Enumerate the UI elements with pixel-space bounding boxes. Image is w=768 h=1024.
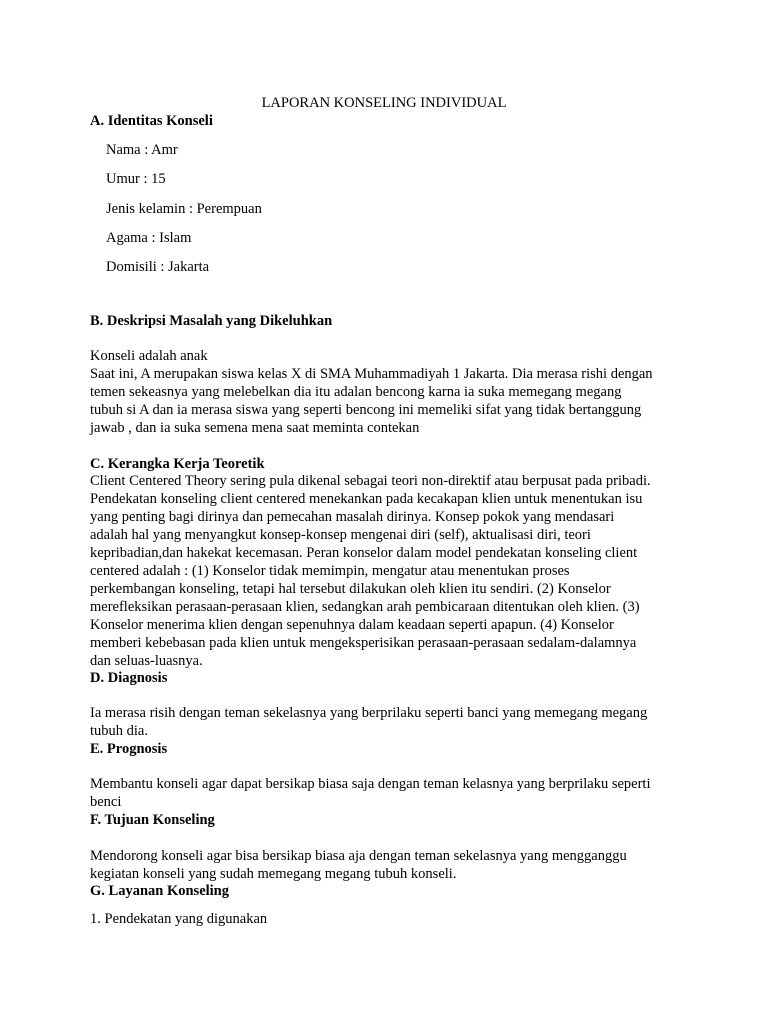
field-domisili: Domisili : Jakarta (106, 259, 210, 275)
section-c-paragraph (90, 472, 690, 670)
paragraph-line: merefleksikan perasaan-perasaan klien, sedangkan arah pembicaraan ditentukan oleh klien. (3) (90, 599, 640, 615)
paragraph-line: dan seluas-luasnya. (90, 653, 203, 669)
section-a-heading: A. Identitas Konseli (90, 113, 213, 129)
paragraph-line: Client Centered Theory sering pula dikenal sebagai teori non-direktif atau berpusat pada pribadi. (90, 473, 651, 489)
paragraph-line: jawab , dan ia suka semena mena saat meminta contekan (90, 420, 420, 436)
field-jenis-kelamin: Jenis kelamin : Perempuan (106, 201, 262, 217)
paragraph-line: Konselor menerima klien dengan sepenuhnya dalam keadaan seperti apapun. (4) Konselor (90, 617, 614, 633)
paragraph-line: Konseli adalah anak (90, 348, 208, 364)
paragraph-line: Mendorong konseli agar bisa bersikap biasa aja dengan teman sekelasnya yang mengganggu (90, 848, 627, 864)
paragraph-line: perkembangan konseling, tetapi hal tersebut dilakukan oleh klien itu sendiri. (2) Konselor (90, 581, 611, 597)
paragraph-line: Membantu konseli agar dapat bersikap biasa saja dengan teman kelasnya yang berprilaku seperti (90, 776, 651, 792)
section-g-heading: G. Layanan Konseling (90, 883, 229, 899)
field-nama: Nama : Amr (106, 142, 178, 158)
section-f-heading: F. Tujuan Konseling (90, 812, 215, 828)
paragraph-line: temen sekeasnya yang melebelkan dia itu adalan bencong karna ia suka memegang megang (90, 384, 622, 400)
paragraph-line: kegiatan konseli yang sudah memegang megang tubuh konseli. (90, 866, 457, 882)
section-d-heading: D. Diagnosis (90, 670, 168, 686)
field-umur: Umur : 15 (106, 171, 166, 187)
section-g-paragraph (90, 910, 690, 928)
section-b-paragraph (90, 347, 690, 437)
paragraph-line: benci (90, 794, 122, 810)
paragraph-line: Pendekatan konseling client centered menekankan pada kecakapan klien untuk menentukan isu (90, 491, 643, 507)
paragraph-line: kepribadian,dan hakekat kecemasan. Peran konselor dalam model pendekatan konseling client (90, 545, 638, 561)
paragraph-line: tubuh dia. (90, 723, 148, 739)
paragraph-line: Saat ini, A merupakan siswa kelas X di SMA Muhammadiyah 1 Jakarta. Dia merasa rishi dengan (90, 366, 653, 382)
section-b-heading: B. Deskripsi Masalah yang Dikeluhkan (90, 313, 333, 329)
paragraph-line: memberi kebebasan pada klien untuk mengeksperisikan perasaan-perasaan sedalam-dalamnya (90, 635, 637, 651)
document-title: LAPORAN KONSELING INDIVIDUAL (261, 95, 507, 111)
paragraph-line: centered adalah : (1) Konselor tidak memimpin, mengatur atau menentukan proses (90, 563, 570, 579)
paragraph-line: tubuh si A dan ia merasa siswa yang seperti bencong ini memeliki sifat yang tidak bertanggung (90, 402, 642, 418)
section-f-paragraph (90, 847, 690, 883)
paragraph-line: Ia merasa risih dengan teman sekelasnya yang berprilaku seperti banci yang memegang megang (90, 705, 648, 721)
section-e-paragraph (90, 775, 690, 811)
paragraph-line: yang penting bagi dirinya dan pemecahan masalah dirinya. Konsep pokok yang mendasari (90, 509, 615, 525)
paragraph-line: 1. Pendekatan yang digunakan (90, 911, 268, 927)
section-d-paragraph (90, 704, 690, 740)
field-agama: Agama : Islam (106, 230, 192, 246)
section-c-heading: C. Kerangka Kerja Teoretik (90, 456, 265, 472)
paragraph-line: adalah hal yang menyangkut konsep-konsep mengenai diri (self), aktualisasi diri, teori (90, 527, 591, 543)
section-e-heading: E. Prognosis (90, 741, 168, 757)
